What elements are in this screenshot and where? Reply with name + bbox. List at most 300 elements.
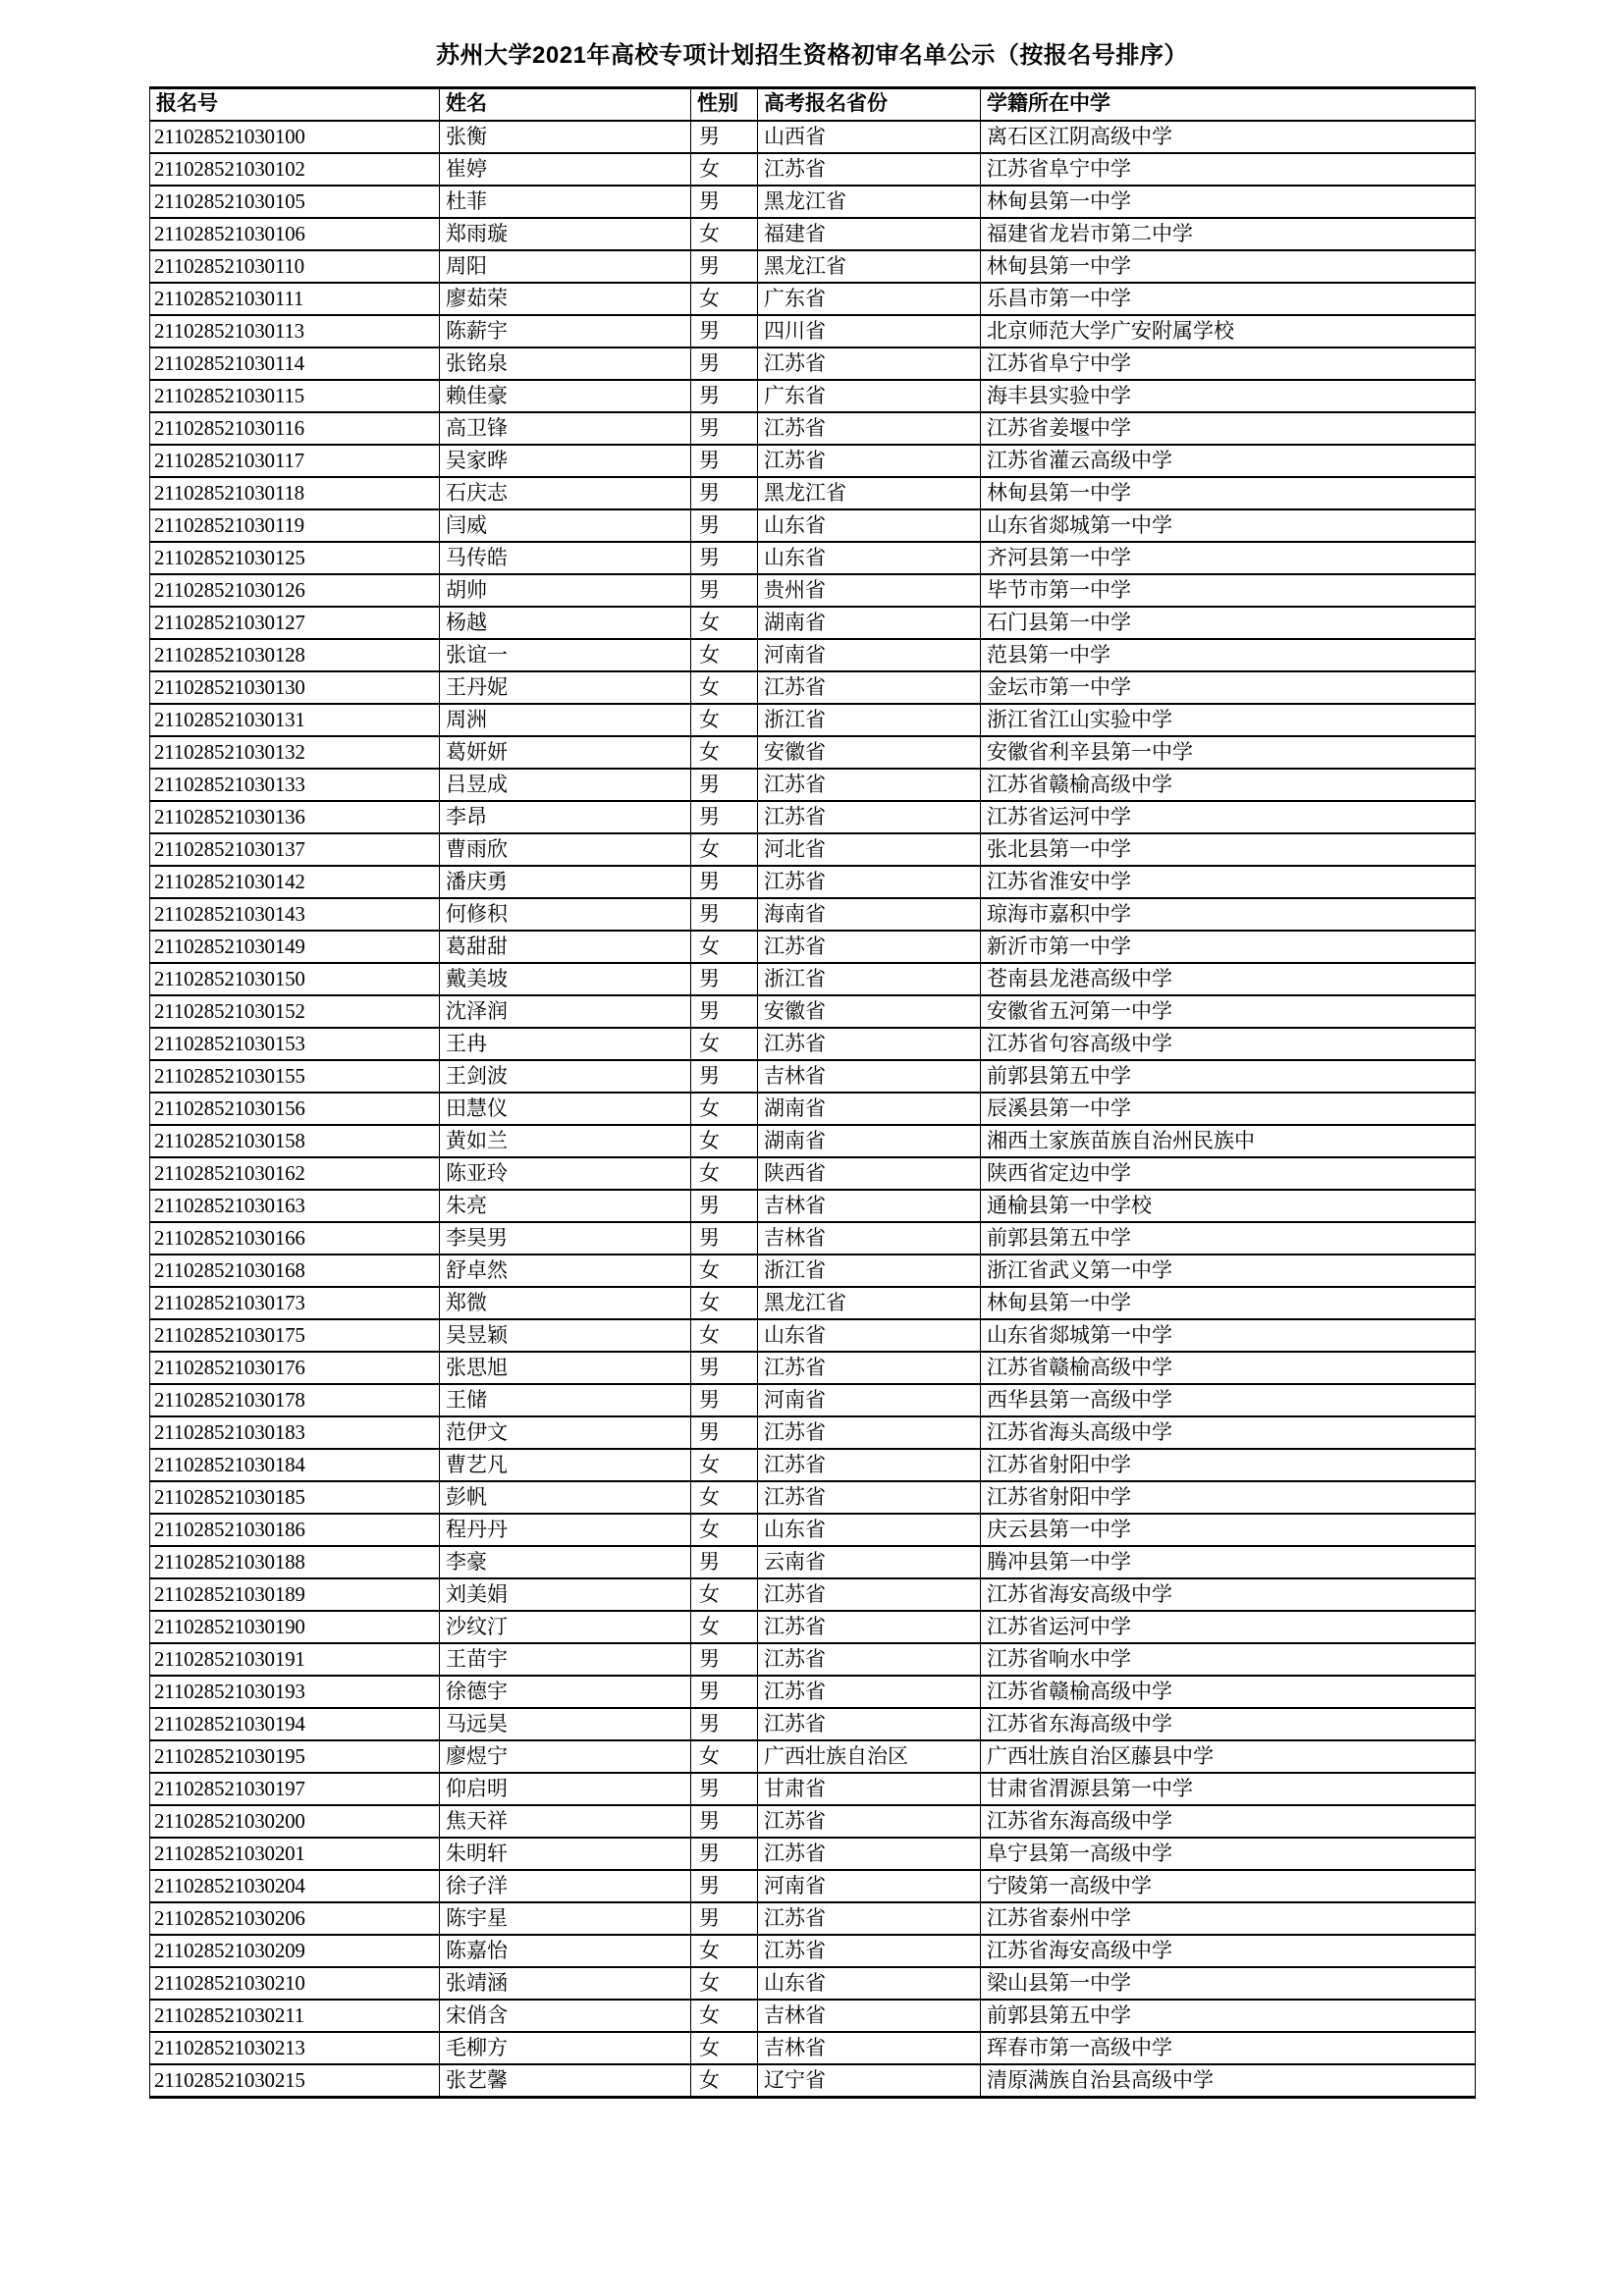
column-header-name: 姓名	[440, 88, 691, 122]
cell-name: 张思旭	[440, 1352, 691, 1384]
cell-name: 舒卓然	[440, 1255, 691, 1287]
cell-school: 林甸县第一中学	[981, 1287, 1476, 1319]
cell-registration-number: 211028521030191	[150, 1643, 440, 1676]
table-row	[150, 1838, 1476, 1870]
cell-registration-number: 211028521030173	[150, 1287, 440, 1319]
cell-school: 江苏省赣榆高级中学	[981, 769, 1476, 801]
cell-school: 庆云县第一中学	[981, 1514, 1476, 1546]
cell-registration-number: 211028521030105	[150, 186, 440, 218]
cell-gender: 女	[691, 283, 758, 315]
cell-province: 江苏省	[758, 1352, 981, 1384]
cell-school: 江苏省海安高级中学	[981, 1935, 1476, 1967]
cell-registration-number: 211028521030155	[150, 1060, 440, 1093]
cell-gender: 男	[691, 315, 758, 347]
cell-school: 琼海市嘉积中学	[981, 898, 1476, 931]
cell-name: 朱明轩	[440, 1838, 691, 1870]
cell-name: 周洲	[440, 704, 691, 736]
table-row	[150, 1384, 1476, 1416]
table-row	[150, 1028, 1476, 1060]
table-row	[150, 412, 1476, 445]
cell-gender: 男	[691, 412, 758, 445]
cell-registration-number: 211028521030150	[150, 963, 440, 995]
table-row	[150, 607, 1476, 639]
cell-gender: 女	[691, 1967, 758, 2000]
cell-school: 北京师范大学广安附属学校	[981, 315, 1476, 347]
cell-province: 山东省	[758, 1967, 981, 2000]
cell-registration-number: 211028521030106	[150, 218, 440, 250]
cell-province: 江苏省	[758, 1578, 981, 1611]
cell-registration-number: 211028521030133	[150, 769, 440, 801]
cell-province: 江苏省	[758, 412, 981, 445]
cell-gender: 女	[691, 2032, 758, 2064]
cell-province: 海南省	[758, 898, 981, 931]
cell-name: 黄如兰	[440, 1125, 691, 1157]
table-row	[150, 1643, 1476, 1676]
cell-registration-number: 211028521030215	[150, 2064, 440, 2098]
cell-school: 张北县第一中学	[981, 833, 1476, 866]
cell-name: 李豪	[440, 1546, 691, 1578]
cell-registration-number: 211028521030110	[150, 250, 440, 283]
cell-province: 江苏省	[758, 1902, 981, 1935]
cell-registration-number: 211028521030204	[150, 1870, 440, 1902]
cell-registration-number: 211028521030115	[150, 380, 440, 412]
cell-name: 程丹丹	[440, 1514, 691, 1546]
cell-gender: 男	[691, 250, 758, 283]
cell-registration-number: 211028521030185	[150, 1481, 440, 1514]
cell-province: 浙江省	[758, 1255, 981, 1287]
cell-name: 周阳	[440, 250, 691, 283]
cell-school: 前郭县第五中学	[981, 1060, 1476, 1093]
admission-list-table-wrapper	[149, 86, 1475, 2099]
cell-name: 仰启明	[440, 1773, 691, 1805]
table-row	[150, 283, 1476, 315]
cell-province: 河南省	[758, 1870, 981, 1902]
cell-province: 广西壮族自治区	[758, 1740, 981, 1773]
cell-province: 云南省	[758, 1546, 981, 1578]
cell-province: 山东省	[758, 542, 981, 574]
cell-province: 江苏省	[758, 769, 981, 801]
cell-name: 李昊男	[440, 1222, 691, 1255]
cell-gender: 男	[691, 801, 758, 833]
cell-province: 江苏省	[758, 1805, 981, 1838]
cell-registration-number: 211028521030117	[150, 445, 440, 477]
cell-school: 石门县第一中学	[981, 607, 1476, 639]
cell-gender: 男	[691, 1902, 758, 1935]
table-row	[150, 1773, 1476, 1805]
table-row	[150, 2032, 1476, 2064]
cell-province: 江苏省	[758, 1481, 981, 1514]
table-row	[150, 1805, 1476, 1838]
cell-gender: 男	[691, 1643, 758, 1676]
cell-name: 张艺馨	[440, 2064, 691, 2098]
cell-province: 江苏省	[758, 347, 981, 380]
cell-registration-number: 211028521030206	[150, 1902, 440, 1935]
table-row	[150, 1093, 1476, 1125]
cell-name: 廖茹荣	[440, 283, 691, 315]
cell-registration-number: 211028521030119	[150, 509, 440, 542]
cell-registration-number: 211028521030162	[150, 1157, 440, 1190]
table-row	[150, 250, 1476, 283]
cell-registration-number: 211028521030128	[150, 639, 440, 671]
cell-province: 湖南省	[758, 607, 981, 639]
cell-province: 黑龙江省	[758, 250, 981, 283]
cell-school: 江苏省阜宁中学	[981, 347, 1476, 380]
cell-school: 前郭县第五中学	[981, 2000, 1476, 2032]
cell-name: 张铭泉	[440, 347, 691, 380]
cell-province: 安徽省	[758, 736, 981, 769]
cell-gender: 女	[691, 1319, 758, 1352]
cell-registration-number: 211028521030127	[150, 607, 440, 639]
cell-school: 范县第一中学	[981, 639, 1476, 671]
table-row	[150, 1449, 1476, 1481]
cell-gender: 男	[691, 1773, 758, 1805]
cell-gender: 男	[691, 509, 758, 542]
cell-registration-number: 211028521030213	[150, 2032, 440, 2064]
cell-registration-number: 211028521030111	[150, 283, 440, 315]
cell-registration-number: 211028521030118	[150, 477, 440, 509]
cell-province: 江苏省	[758, 153, 981, 186]
cell-name: 葛甜甜	[440, 931, 691, 963]
cell-registration-number: 211028521030153	[150, 1028, 440, 1060]
cell-registration-number: 211028521030130	[150, 671, 440, 704]
cell-registration-number: 211028521030188	[150, 1546, 440, 1578]
cell-registration-number: 211028521030131	[150, 704, 440, 736]
table-row	[150, 477, 1476, 509]
cell-province: 江苏省	[758, 1416, 981, 1449]
cell-gender: 女	[691, 607, 758, 639]
cell-registration-number: 211028521030137	[150, 833, 440, 866]
cell-name: 曹雨欣	[440, 833, 691, 866]
table-row	[150, 1287, 1476, 1319]
cell-school: 江苏省运河中学	[981, 801, 1476, 833]
cell-name: 陈薪宇	[440, 315, 691, 347]
cell-name: 吴家晔	[440, 445, 691, 477]
cell-school: 梁山县第一中学	[981, 1967, 1476, 2000]
cell-name: 陈宇星	[440, 1902, 691, 1935]
cell-name: 戴美坡	[440, 963, 691, 995]
cell-school: 江苏省射阳中学	[981, 1449, 1476, 1481]
cell-name: 郑雨璇	[440, 218, 691, 250]
cell-school: 江苏省赣榆高级中学	[981, 1676, 1476, 1708]
cell-school: 江苏省海头高级中学	[981, 1416, 1476, 1449]
cell-registration-number: 211028521030197	[150, 1773, 440, 1805]
cell-gender: 女	[691, 1481, 758, 1514]
table-row	[150, 801, 1476, 833]
cell-school: 腾冲县第一中学	[981, 1546, 1476, 1578]
cell-name: 王剑波	[440, 1060, 691, 1093]
column-header-school: 学籍所在中学	[981, 88, 1476, 122]
cell-name: 张谊一	[440, 639, 691, 671]
column-header-registration-number: 报名号	[150, 88, 440, 122]
cell-gender: 男	[691, 542, 758, 574]
cell-gender: 女	[691, 1125, 758, 1157]
cell-gender: 女	[691, 1287, 758, 1319]
table-row	[150, 1676, 1476, 1708]
table-row	[150, 1190, 1476, 1222]
cell-province: 江苏省	[758, 931, 981, 963]
cell-name: 王丹妮	[440, 671, 691, 704]
cell-name: 高卫锋	[440, 412, 691, 445]
cell-school: 林甸县第一中学	[981, 250, 1476, 283]
table-row	[150, 121, 1476, 153]
table-row	[150, 1222, 1476, 1255]
cell-name: 闫威	[440, 509, 691, 542]
table-row	[150, 1416, 1476, 1449]
cell-province: 山西省	[758, 121, 981, 153]
cell-gender: 女	[691, 833, 758, 866]
table-row	[150, 639, 1476, 671]
cell-name: 焦天祥	[440, 1805, 691, 1838]
cell-name: 马传皓	[440, 542, 691, 574]
cell-province: 山东省	[758, 509, 981, 542]
table-row	[150, 1708, 1476, 1740]
cell-gender: 男	[691, 1838, 758, 1870]
cell-school: 金坛市第一中学	[981, 671, 1476, 704]
cell-name: 王冉	[440, 1028, 691, 1060]
cell-province: 四川省	[758, 315, 981, 347]
cell-school: 毕节市第一中学	[981, 574, 1476, 607]
cell-province: 吉林省	[758, 1060, 981, 1093]
cell-gender: 男	[691, 1546, 758, 1578]
cell-name: 赖佳豪	[440, 380, 691, 412]
cell-gender: 男	[691, 769, 758, 801]
cell-school: 江苏省东海高级中学	[981, 1805, 1476, 1838]
table-row	[150, 1060, 1476, 1093]
cell-province: 江苏省	[758, 1028, 981, 1060]
cell-province: 江苏省	[758, 1676, 981, 1708]
cell-school: 齐河县第一中学	[981, 542, 1476, 574]
cell-name: 廖煜宁	[440, 1740, 691, 1773]
cell-school: 湘西土家族苗族自治州民族中	[981, 1125, 1476, 1157]
cell-registration-number: 211028521030100	[150, 121, 440, 153]
cell-gender: 男	[691, 477, 758, 509]
cell-name: 胡帅	[440, 574, 691, 607]
cell-school: 西华县第一高级中学	[981, 1384, 1476, 1416]
table-row	[150, 1157, 1476, 1190]
table-header	[150, 88, 1476, 122]
table-row	[150, 931, 1476, 963]
cell-province: 江苏省	[758, 1708, 981, 1740]
cell-school: 甘肃省渭源县第一中学	[981, 1773, 1476, 1805]
table-row	[150, 153, 1476, 186]
cell-province: 湖南省	[758, 1125, 981, 1157]
cell-province: 吉林省	[758, 2000, 981, 2032]
table-body	[150, 121, 1476, 2098]
cell-name: 徐德宇	[440, 1676, 691, 1708]
cell-school: 新沂市第一中学	[981, 931, 1476, 963]
cell-name: 吕昱成	[440, 769, 691, 801]
cell-school: 江苏省响水中学	[981, 1643, 1476, 1676]
cell-school: 江苏省淮安中学	[981, 866, 1476, 898]
cell-province: 江苏省	[758, 866, 981, 898]
cell-registration-number: 211028521030125	[150, 542, 440, 574]
cell-province: 江苏省	[758, 1935, 981, 1967]
cell-gender: 男	[691, 1416, 758, 1449]
cell-name: 崔婷	[440, 153, 691, 186]
cell-registration-number: 211028521030142	[150, 866, 440, 898]
cell-province: 江苏省	[758, 1449, 981, 1481]
table-row	[150, 542, 1476, 574]
cell-province: 贵州省	[758, 574, 981, 607]
cell-province: 河南省	[758, 1384, 981, 1416]
cell-registration-number: 211028521030190	[150, 1611, 440, 1643]
cell-registration-number: 211028521030149	[150, 931, 440, 963]
cell-province: 浙江省	[758, 704, 981, 736]
cell-gender: 男	[691, 574, 758, 607]
table-row	[150, 671, 1476, 704]
cell-registration-number: 211028521030184	[150, 1449, 440, 1481]
cell-name: 张衡	[440, 121, 691, 153]
table-row	[150, 1870, 1476, 1902]
cell-gender: 女	[691, 2064, 758, 2098]
cell-gender: 女	[691, 1578, 758, 1611]
cell-gender: 男	[691, 380, 758, 412]
cell-province: 黑龙江省	[758, 477, 981, 509]
cell-gender: 男	[691, 1870, 758, 1902]
cell-registration-number: 211028521030168	[150, 1255, 440, 1287]
cell-school: 江苏省泰州中学	[981, 1902, 1476, 1935]
cell-gender: 男	[691, 1708, 758, 1740]
table-header-row	[150, 88, 1476, 122]
table-row	[150, 769, 1476, 801]
cell-gender: 男	[691, 963, 758, 995]
cell-registration-number: 211028521030175	[150, 1319, 440, 1352]
table-row	[150, 1967, 1476, 2000]
cell-registration-number: 211028521030114	[150, 347, 440, 380]
cell-gender: 男	[691, 1352, 758, 1384]
cell-school: 辰溪县第一中学	[981, 1093, 1476, 1125]
cell-registration-number: 211028521030113	[150, 315, 440, 347]
cell-province: 浙江省	[758, 963, 981, 995]
cell-school: 江苏省海安高级中学	[981, 1578, 1476, 1611]
cell-province: 吉林省	[758, 2032, 981, 2064]
cell-school: 江苏省灌云高级中学	[981, 445, 1476, 477]
cell-gender: 女	[691, 671, 758, 704]
cell-province: 陕西省	[758, 1157, 981, 1190]
cell-registration-number: 211028521030210	[150, 1967, 440, 2000]
cell-province: 黑龙江省	[758, 186, 981, 218]
table-row	[150, 995, 1476, 1028]
cell-gender: 女	[691, 1935, 758, 1967]
cell-school: 林甸县第一中学	[981, 186, 1476, 218]
column-header-province: 高考报名省份	[758, 88, 981, 122]
cell-province: 广东省	[758, 283, 981, 315]
cell-name: 王苗宇	[440, 1643, 691, 1676]
cell-province: 辽宁省	[758, 2064, 981, 2098]
cell-name: 陈嘉怡	[440, 1935, 691, 1967]
cell-name: 石庆志	[440, 477, 691, 509]
cell-gender: 男	[691, 445, 758, 477]
cell-province: 福建省	[758, 218, 981, 250]
cell-gender: 女	[691, 736, 758, 769]
cell-school: 江苏省姜堰中学	[981, 412, 1476, 445]
cell-province: 河南省	[758, 639, 981, 671]
table-row	[150, 2064, 1476, 2098]
table-row	[150, 1935, 1476, 1967]
cell-gender: 男	[691, 186, 758, 218]
cell-province: 黑龙江省	[758, 1287, 981, 1319]
table-row	[150, 963, 1476, 995]
cell-province: 山东省	[758, 1514, 981, 1546]
cell-school: 乐昌市第一中学	[981, 283, 1476, 315]
cell-province: 江苏省	[758, 801, 981, 833]
table-row	[150, 1546, 1476, 1578]
cell-registration-number: 211028521030143	[150, 898, 440, 931]
cell-name: 马远昊	[440, 1708, 691, 1740]
cell-name: 沙纹汀	[440, 1611, 691, 1643]
cell-gender: 男	[691, 1805, 758, 1838]
cell-gender: 女	[691, 1514, 758, 1546]
cell-gender: 女	[691, 1611, 758, 1643]
cell-province: 江苏省	[758, 1838, 981, 1870]
cell-gender: 女	[691, 704, 758, 736]
cell-registration-number: 211028521030176	[150, 1352, 440, 1384]
cell-school: 广西壮族自治区藤县中学	[981, 1740, 1476, 1773]
table-row	[150, 380, 1476, 412]
cell-registration-number: 211028521030189	[150, 1578, 440, 1611]
cell-province: 江苏省	[758, 445, 981, 477]
cell-registration-number: 211028521030194	[150, 1708, 440, 1740]
table-row	[150, 574, 1476, 607]
table-row	[150, 1740, 1476, 1773]
column-header-gender: 性别	[691, 88, 758, 122]
cell-gender: 女	[691, 1740, 758, 1773]
cell-school: 江苏省运河中学	[981, 1611, 1476, 1643]
cell-registration-number: 211028521030166	[150, 1222, 440, 1255]
cell-province: 湖南省	[758, 1093, 981, 1125]
table-row	[150, 509, 1476, 542]
cell-name: 杜菲	[440, 186, 691, 218]
cell-school: 阜宁县第一高级中学	[981, 1838, 1476, 1870]
cell-province: 江苏省	[758, 1611, 981, 1643]
table-row	[150, 1255, 1476, 1287]
cell-name: 王储	[440, 1384, 691, 1416]
table-row	[150, 833, 1476, 866]
table-row	[150, 445, 1476, 477]
table-row	[150, 1514, 1476, 1546]
cell-name: 朱亮	[440, 1190, 691, 1222]
cell-school: 江苏省句容高级中学	[981, 1028, 1476, 1060]
admission-list-table	[149, 86, 1476, 2099]
table-row	[150, 315, 1476, 347]
cell-school: 江苏省东海高级中学	[981, 1708, 1476, 1740]
cell-name: 宋俏含	[440, 2000, 691, 2032]
cell-school: 江苏省阜宁中学	[981, 153, 1476, 186]
cell-name: 李昂	[440, 801, 691, 833]
cell-gender: 男	[691, 347, 758, 380]
cell-registration-number: 211028521030126	[150, 574, 440, 607]
cell-gender: 女	[691, 2000, 758, 2032]
cell-registration-number: 211028521030186	[150, 1514, 440, 1546]
cell-registration-number: 211028521030200	[150, 1805, 440, 1838]
table-row	[150, 1481, 1476, 1514]
cell-registration-number: 211028521030102	[150, 153, 440, 186]
cell-gender: 男	[691, 1384, 758, 1416]
cell-province: 河北省	[758, 833, 981, 866]
cell-school: 珲春市第一高级中学	[981, 2032, 1476, 2064]
cell-school: 离石区江阴高级中学	[981, 121, 1476, 153]
cell-school: 山东省郯城第一中学	[981, 509, 1476, 542]
cell-province: 吉林省	[758, 1190, 981, 1222]
cell-school: 江苏省赣榆高级中学	[981, 1352, 1476, 1384]
table-row	[150, 898, 1476, 931]
cell-registration-number: 211028521030158	[150, 1125, 440, 1157]
cell-registration-number: 211028521030211	[150, 2000, 440, 2032]
cell-gender: 女	[691, 153, 758, 186]
cell-registration-number: 211028521030136	[150, 801, 440, 833]
cell-registration-number: 211028521030156	[150, 1093, 440, 1125]
cell-gender: 女	[691, 1255, 758, 1287]
